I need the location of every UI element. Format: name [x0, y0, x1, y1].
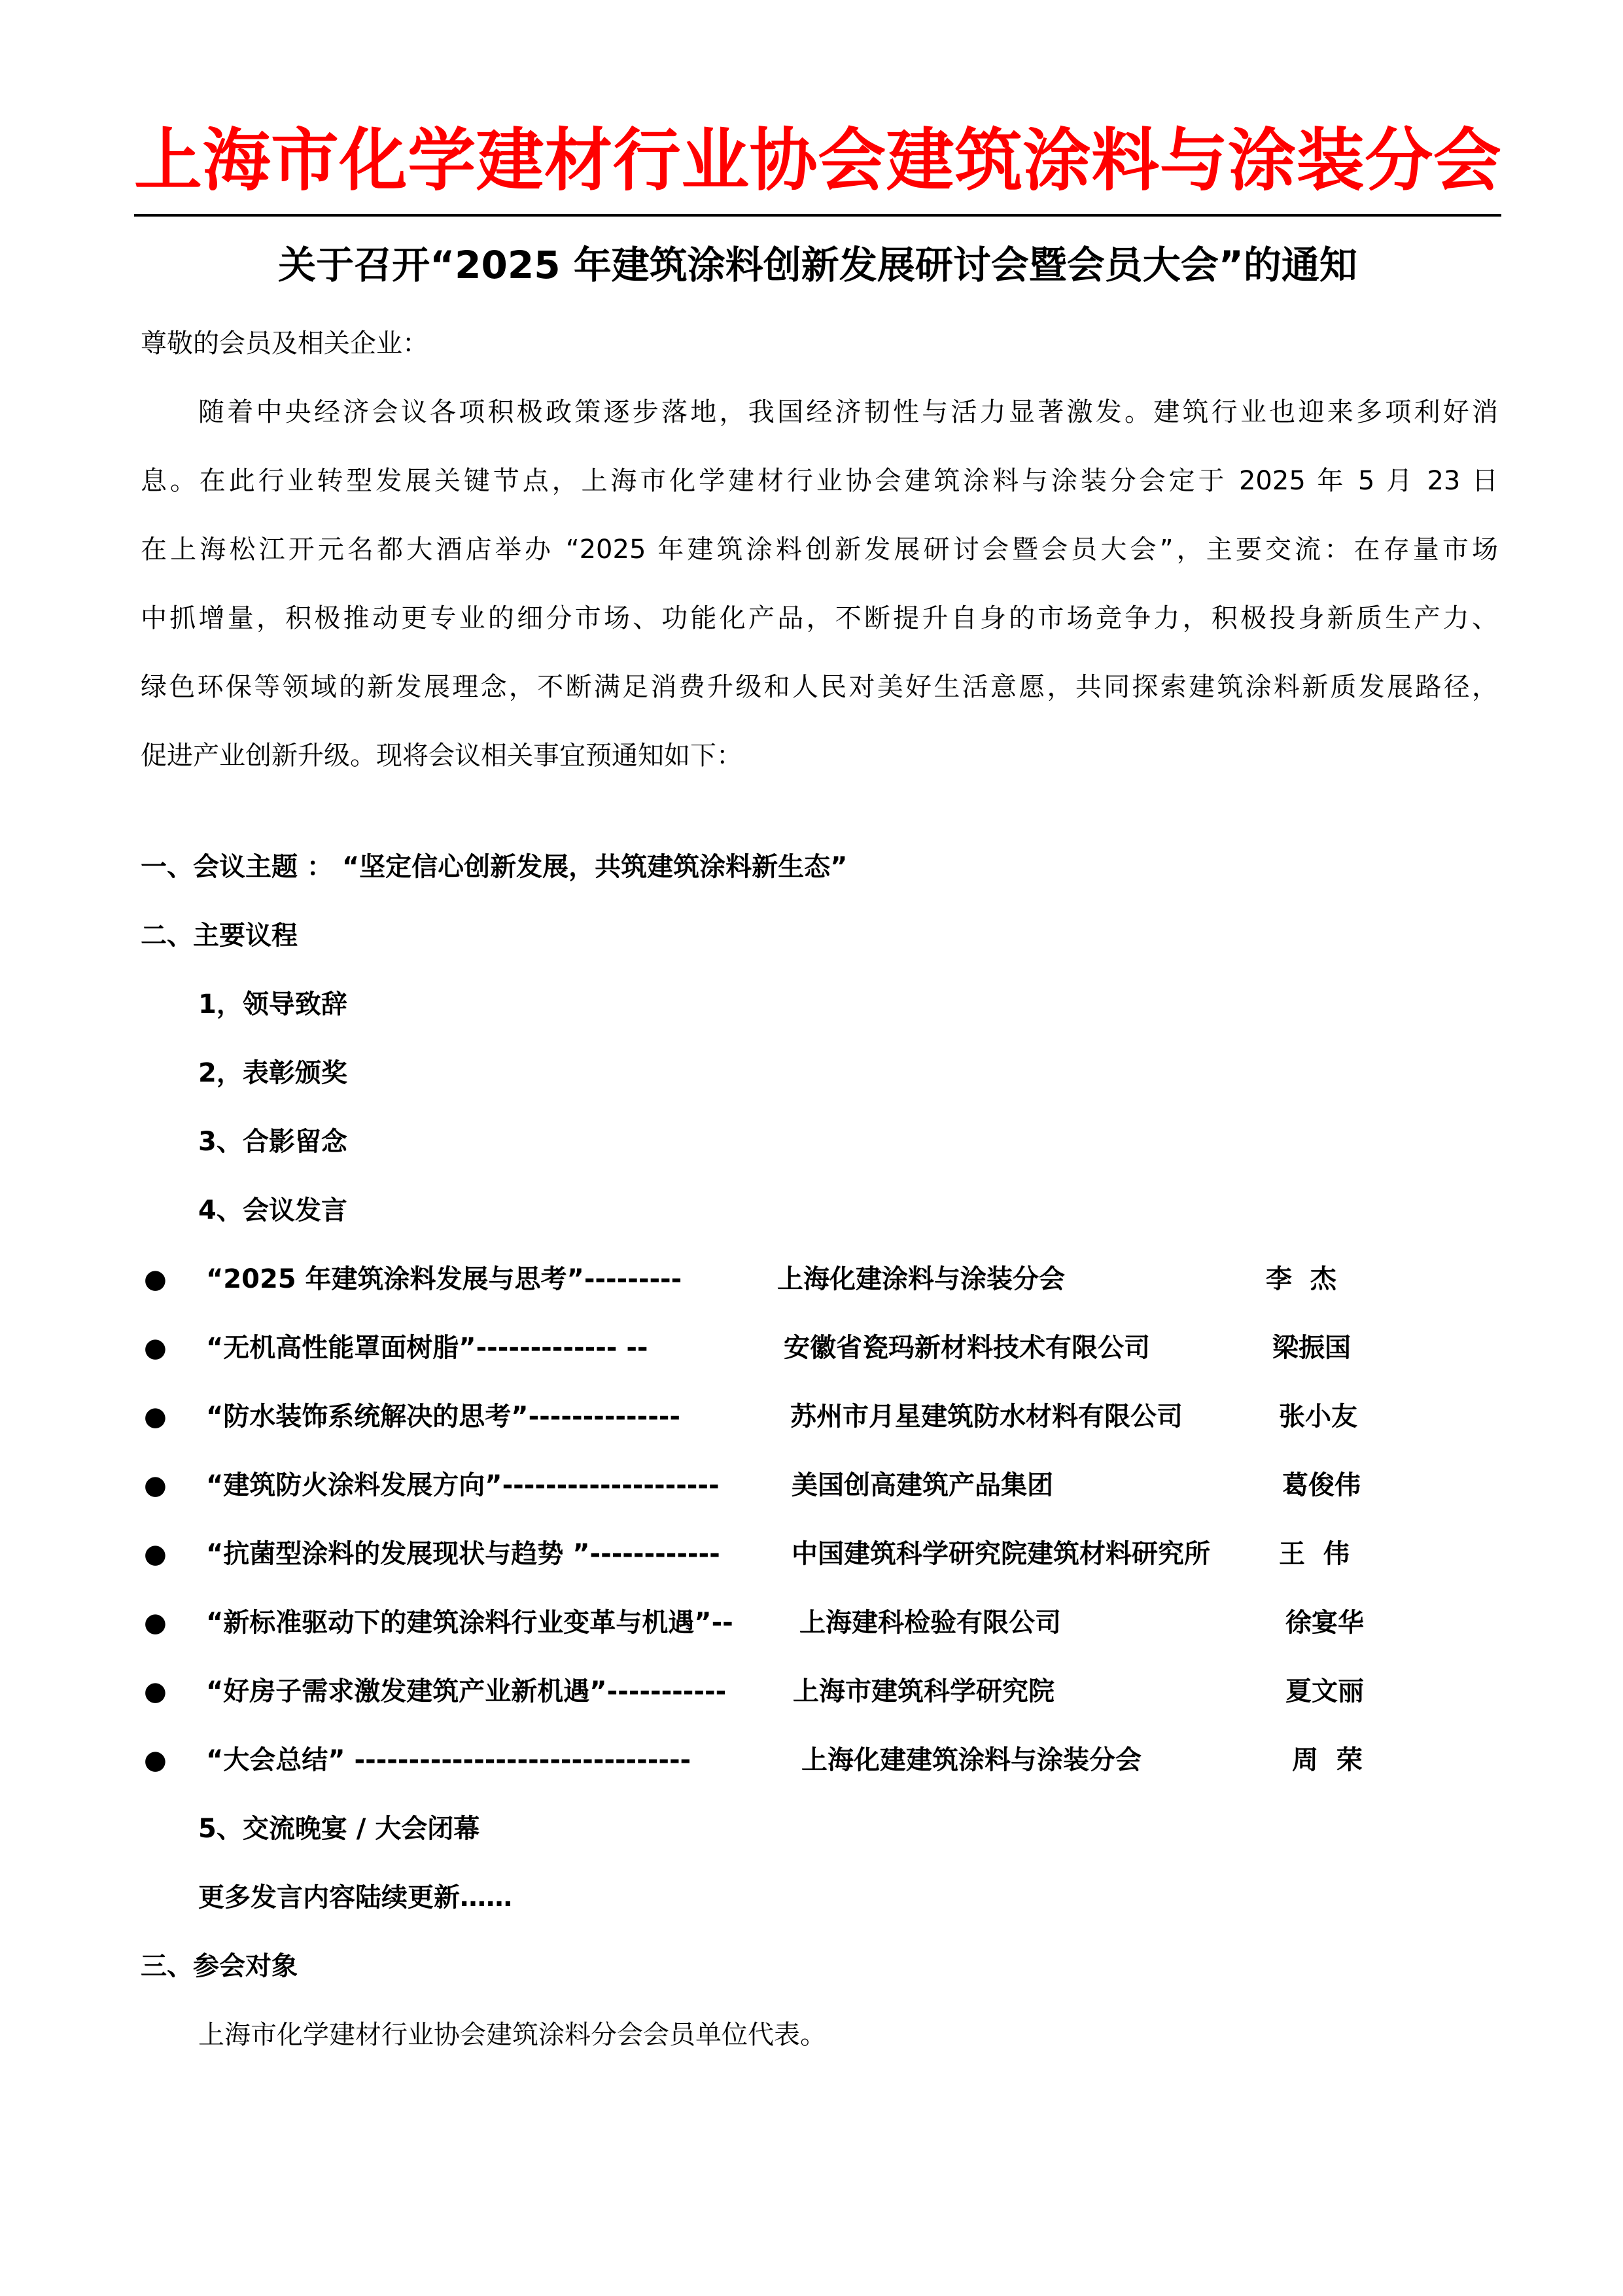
bullet-icon: ●	[144, 1608, 167, 1638]
salutation: 尊敬的会员及相关企业：	[141, 328, 428, 359]
agenda-item: 4、会议发言	[198, 1195, 347, 1226]
section-theme: 一、会议主题 ： “坚定信心创新发展，共筑建筑涂料新生态”	[141, 852, 848, 882]
speech-org: 上海化建涂料与涂装分会	[777, 1264, 1065, 1294]
agenda-item: 1，领导致辞	[198, 989, 347, 1019]
speech-speaker: 张小友	[1279, 1402, 1357, 1432]
speech-topic: “好房子需求激发建筑产业新机遇”-----------	[206, 1676, 727, 1706]
speech-speaker: 周 荣	[1292, 1745, 1363, 1775]
speech-org: 安徽省瓷玛新材料技术有限公司	[784, 1333, 1150, 1363]
intro-line: 促进产业创新升级。现将会议相关事宜预通知如下：	[141, 741, 742, 771]
speech-speaker: 李 杰	[1266, 1264, 1336, 1294]
intro-line: 绿色环保等领域的新发展理念，不断满足消费升级和人民对美好生活意愿，共同探索建筑涂料新质发展路径，	[141, 672, 1498, 702]
bullet-icon: ●	[144, 1539, 167, 1569]
agenda-item: 5、交流晚宴 / 大会闭幕	[198, 1814, 480, 1844]
intro-line: 中抓增量，积极推动更专业的细分市场、功能化产品，不断提升自身的市场竞争力，积极投身新质生产力、	[141, 603, 1498, 633]
speech-speaker: 王 伟	[1279, 1539, 1350, 1569]
intro-line: 息。在此行业转型发展关键节点，上海市化学建材行业协会建筑涂料与涂装分会定于 2025 年 5 月 23 日	[141, 466, 1498, 496]
speech-org: 上海化建建筑涂料与涂装分会	[801, 1745, 1142, 1775]
speech-org: 上海建科检验有限公司	[799, 1608, 1061, 1638]
speech-topic: “大会总结” -------------------------------	[206, 1745, 691, 1775]
speech-speaker: 梁振国	[1272, 1333, 1351, 1363]
speech-topic: “抗菌型涂料的发展现状与趋势 ”------------	[206, 1539, 720, 1569]
intro-line: 随着中央经济会议各项积极政策逐步落地，我国经济韧性与活力显著激发。建筑行业也迎来多项利好消	[198, 397, 1498, 427]
speech-row	[0, 1462, 1623, 1508]
bullet-icon: ●	[144, 1676, 167, 1706]
speech-row	[0, 1325, 1623, 1371]
speech-topic: “2025 年建筑涂料发展与思考”---------	[206, 1264, 682, 1294]
notice-title: 关于召开“2025 年建筑涂料创新发展研讨会暨会员大会”的通知	[278, 243, 1357, 287]
bullet-icon: ●	[144, 1402, 167, 1432]
bullet-icon: ●	[144, 1745, 167, 1775]
header-divider	[134, 214, 1501, 217]
org-title: 上 海 市 化 学 建 材 行 业 协 会 建 筑 涂 料 与 涂 装 分 会	[134, 120, 1501, 200]
speech-row	[0, 1737, 1623, 1783]
more-note: 更多发言内容陆续更新……	[198, 1882, 512, 1913]
speech-row	[0, 1669, 1623, 1714]
speech-speaker: 葛俊伟	[1282, 1470, 1361, 1500]
speech-topic: “建筑防火涂料发展方向”--------------------	[206, 1470, 720, 1500]
agenda-item: 2，表彰颁奖	[198, 1058, 347, 1088]
speech-row	[0, 1531, 1623, 1577]
section-agenda: 二、主要议程	[141, 921, 298, 951]
speech-org: 苏州市月星建筑防水材料有限公司	[790, 1402, 1183, 1432]
speech-org: 上海市建筑科学研究院	[793, 1676, 1055, 1706]
agenda-item: 3、合影留念	[198, 1127, 347, 1157]
bullet-icon: ●	[144, 1333, 167, 1363]
speech-speaker: 夏文丽	[1285, 1676, 1364, 1706]
speech-row	[0, 1394, 1623, 1439]
bullet-icon: ●	[144, 1470, 167, 1500]
speech-topic: “无机高性能罩面树脂”------------- --	[206, 1333, 648, 1363]
bullet-icon: ●	[144, 1264, 167, 1294]
speech-speaker: 徐宴华	[1285, 1608, 1364, 1638]
speech-org: 中国建筑科学研究院建筑材料研究所	[792, 1539, 1210, 1569]
intro-line: 在上海松江开元名都大酒店举办 “2025 年建筑涂料创新发展研讨会暨会员大会”，主要交流：在存量市场	[141, 535, 1498, 565]
speech-row	[0, 1256, 1623, 1302]
speech-org: 美国创高建筑产品集团	[792, 1470, 1053, 1500]
speech-topic: “防水装饰系统解决的思考”--------------	[206, 1402, 680, 1432]
section-participants: 三、参会对象	[141, 1951, 298, 1981]
speech-row	[0, 1600, 1623, 1646]
participants-text: 上海市化学建材行业协会建筑涂料分会会员单位代表。	[198, 2020, 826, 2050]
speech-topic: “新标准驱动下的建筑涂料行业变革与机遇”--	[206, 1608, 733, 1638]
